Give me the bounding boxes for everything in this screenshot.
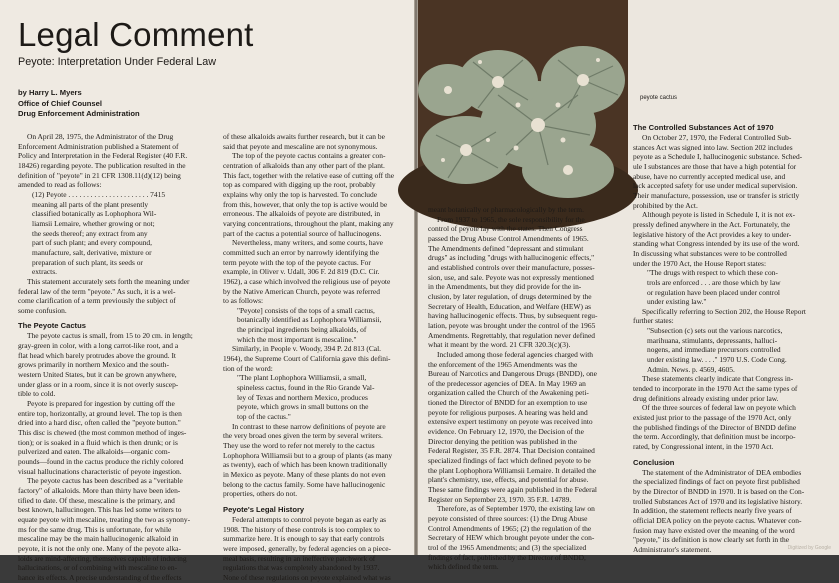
text-line: part of the cactus a potential source of hallucinogens. [223, 228, 382, 238]
paragraph [223, 151, 410, 238]
text-line: dried into a hard disc, often called the "peyote button." [18, 418, 181, 428]
text-line: come clarification of a term previously the subject of [18, 296, 176, 306]
block-quote [223, 306, 410, 345]
text-line: what it meant by the word. 21 CFR 320.3(c)(3). [428, 340, 571, 350]
text-line: under the 1970 Act, the House Report states: [633, 258, 767, 268]
text-line: equate peyote with mescaline, treating the two as synony- [18, 514, 191, 524]
text-line: grows primarily in northern Mexico and the south- [18, 360, 169, 370]
article-subtitle: Peyote: Interpretation Under Federal Law [18, 56, 217, 68]
section-heading: Conclusion [633, 457, 675, 467]
text-line: marihuana, stimulants, depressants, halluci- [647, 335, 778, 345]
text-line: plant's chemistry, use, effects, and potential for abuse. [428, 475, 589, 485]
text-line: from this, however, that only the top is active would be [223, 199, 388, 209]
section-heading: The Controlled Substances Act of 1970 [633, 123, 774, 132]
text-line: organization called the Church of the Awakening peti- [428, 388, 589, 398]
text-line: preparation of such plant, its seeds or [32, 257, 143, 267]
text-line: hallucinations, or of combining with mescaline to en- [18, 563, 178, 573]
text-line: the specialized findings of fact on peyote first published [633, 477, 800, 487]
text-line: explains why only the top is harvested. To conclude [223, 189, 378, 199]
text-line: loids are mind-affecting, themselves capable of inducing [18, 553, 187, 563]
text-line: prohibited by the Act. [633, 200, 698, 210]
text-line: peyote as a Schedule I, hallucinogenic substance. Sched- [633, 152, 803, 162]
text-line: were imposed, generally, by federal agencies on a piece- [223, 543, 392, 553]
text-line: tioned the Director of BNDD for an exemption to use [428, 398, 588, 408]
text-line: clusion, by later regulation, of drugs determined by the [428, 291, 592, 301]
section-heading: Peyote's Legal History [223, 504, 305, 514]
text-line: The peyote cactus is small, from 15 to 20 cm. in length; [27, 331, 193, 341]
text-line: fusion may have existed over the meaning of the word [633, 525, 795, 535]
text-line: peyote for religious purposes. A hearing was held and [428, 407, 588, 417]
paragraph [428, 504, 624, 572]
text-line: classified botanically as Lophophora Wil- [32, 209, 157, 219]
text-line: lation, peyote was brought under the control of the 1965 [428, 320, 596, 330]
text-line: 18426) regarding peyote. The publication resulted in the [18, 160, 186, 170]
column-2 [223, 132, 410, 583]
text-line: peyote consisted of three sources: (1) the Drug Abuse [428, 514, 588, 523]
text-line: On October 27, 1970, the Federal Controlled Sub- [642, 133, 792, 142]
text-line: in the Amendments, but they did provide for the in- [428, 282, 582, 292]
text-line: Bureau of Narcotics and Dangerous Drugs (BNDD), one [428, 369, 597, 379]
text-line: In contrast to these narrow definitions of peyote are [232, 421, 386, 431]
text-line: Federal attempts to control peyote began as early as [232, 514, 387, 524]
text-line: example, in Oliver v. Udall, 306 F. 2d 819 (D.C. Cir. [223, 267, 380, 277]
text-line: tified to date. Of these, mescaline is the primary, and [18, 495, 175, 505]
text-line: Although peyote is listed in Schedule I, it is not ex- [642, 210, 796, 220]
text-line: specialized findings of fact which defined peyote to be [428, 456, 591, 466]
text-line: Enforcement Administration published a Statement of [18, 141, 179, 151]
paragraph [18, 277, 214, 316]
text-line: Peyote is prepared for ingestion by cutting off the [27, 399, 175, 409]
text-line: Director denying the petition was published in the [428, 436, 577, 446]
text-line: erroneous. The alkaloids of peyote are distributed, in [223, 209, 381, 219]
text-line: the published findings of the Director of BNDD define [633, 422, 797, 432]
text-line: This statement accurately sets forth the meaning under [27, 276, 190, 286]
text-line: to as follows: [223, 296, 264, 306]
text-line: of the predecessor agencies of DEA. In May 1969 an [428, 378, 586, 388]
text-line: trols are enforced . . . are those which by law [647, 277, 781, 287]
text-line: extracts. [32, 267, 57, 277]
text-line: ley of Texas and northern Mexico, produces [237, 392, 368, 402]
text-line: Secretary of Health, Education, and Welfare (HEW) as [428, 301, 592, 311]
text-line: the very broad ones given the term by several writers. [223, 431, 383, 441]
text-line: varying concentrations, throughout the plant, making any [223, 218, 394, 228]
author-office: Office of Chief Counsel [18, 98, 102, 108]
text-line: findings of fact, published by the Director of BNDD, [428, 552, 586, 562]
text-line: nogens, and immediate precursors controlled [647, 345, 781, 355]
text-line: Policy and Interpretation in the Federal Register (40 F.R. [18, 151, 188, 161]
byline [18, 88, 218, 120]
text-line: In discussing what substances were to be controlled [633, 248, 787, 258]
text-line: tible to cold. [18, 389, 56, 399]
text-line: standing what Congress intended by its use of the word. [633, 239, 800, 249]
right-page [418, 0, 839, 572]
text-line: further states: [633, 316, 674, 326]
paragraph [18, 476, 214, 582]
text-line: From 1937 to 1965, the sole responsibility for the [437, 214, 585, 224]
text-line: regulations that was completely abandoned by 1937. [223, 563, 380, 573]
text-line: The peyote cactus has been described as a "veritable [27, 476, 183, 486]
text-line: "peyote," its definition is now clearly set forth in the [633, 535, 790, 545]
text-line: belong to the cactus family. Some have hallucinogenic [223, 479, 386, 489]
paragraph [18, 331, 214, 399]
text-line: The Amendments defined "depressant and stimulant [428, 243, 584, 253]
block-quote [223, 373, 410, 421]
text-line: Of the three sources of federal law on peyote which [642, 403, 796, 413]
text-line: legislative history of the Act provides a key to under- [633, 229, 792, 239]
text-line: tended to incorporate in the 1970 Act the same types of [633, 384, 798, 394]
text-line: the enforcement of the 1965 Amendments was the [428, 359, 578, 369]
text-line: visual hallucinations characteristic of peyote ingestion. [18, 466, 182, 476]
text-line: term peyote with the top of the peyote cactus. For [223, 257, 371, 267]
text-line: meal basis, resulting in an ineffective patchwork of [223, 553, 376, 563]
text-line: official DEA policy on the peyote cactus. Whatever con- [633, 515, 802, 525]
text-line: existed just prior to the passage of the 1970 Act, only [633, 413, 792, 423]
text-line: 1962), a case which involved the religious use of peyote [223, 276, 391, 286]
text-line: the plant Lophophora Williamsii Lemaire. It detailed the [428, 465, 597, 475]
paragraph [428, 350, 624, 505]
text-line: Similarly, in People v. Woody, 394 P. 2d 813 (Cal. [232, 344, 382, 354]
text-line: said that peyote and mescaline are not synonymous. [223, 141, 378, 151]
text-line: Administrator's statement. [633, 544, 712, 554]
author-agency: Drug Enforcement Administration [18, 109, 140, 119]
text-line: ms for the same drug. This is unfortunate, for while [18, 524, 172, 534]
text-line: by the Director of BNDD in 1970. It is based on the Con- [633, 486, 805, 496]
paragraph [223, 515, 410, 583]
text-line: pressly defined anywhere in the Act. Fortunately, the [633, 219, 791, 229]
peyote-cactus-photo [418, 0, 628, 203]
text-line: of these alkaloids awaits further research, but it can be [223, 132, 385, 141]
paragraph [633, 133, 829, 210]
text-line: best known, hallucinogen. This has led some writers to [18, 505, 182, 515]
column-3 [428, 205, 624, 572]
text-line: On April 28, 1975, the Administrator of the Drug [27, 132, 174, 141]
text-line: drug definitions already existing under prior law. [633, 393, 779, 403]
text-line: gray-green in color, with a long carrot-like root, and a [18, 341, 179, 351]
text-line: passed the Drug Abuse Control Amendments of 1965. [428, 233, 589, 243]
text-line: western United States, but it can be grown anywhere, [18, 370, 177, 380]
paragraph [428, 215, 624, 350]
paragraph [633, 374, 829, 403]
text-line: centration of alkaloids than any other part of the plant. [223, 160, 385, 170]
section-heading: The Peyote Cactus [18, 321, 86, 331]
paragraph [633, 307, 829, 326]
text-line: as twenty), each of which has been known traditionally [223, 460, 388, 470]
text-line: 1908. The history of these controls is too complex to [223, 524, 380, 534]
text-line: drugs" as including "drugs with hallucinogenic effects," [428, 253, 595, 263]
text-line: some confusion. [18, 305, 67, 315]
text-line: top of the cactus." [237, 412, 291, 422]
text-line: peyote, it is not the only one. Many of the peyote alka- [18, 543, 181, 553]
text-line: The statement of the Administrator of DEA embodies [642, 467, 802, 477]
text-line: which defined the term. [428, 562, 499, 572]
cactus-illustration [418, 0, 628, 203]
text-line: tion); or is soaked in a fluid which is then drunk; or is [18, 437, 178, 447]
text-line: Federal Register, 35 F.R. 2874. That Decision contained [428, 446, 595, 456]
paragraph [223, 132, 410, 151]
paragraph [18, 132, 214, 190]
definition-quote [18, 190, 214, 277]
text-line: properties, others do not. [223, 489, 298, 499]
text-line: amended to read as follows: [18, 180, 102, 190]
paragraph [428, 205, 624, 215]
column-1 [18, 132, 214, 583]
text-line: Admin. News. p. 4569, 4605. [647, 364, 735, 374]
text-line: extensive expert testimony on peyote was received into [428, 417, 593, 427]
text-line: Secretary of HEW which brought peyote under the con- [428, 533, 595, 543]
text-line: "The drugs with respect to which these con- [647, 268, 778, 278]
text-line: Specifically referring to Section 202, the House Report [642, 306, 806, 316]
text-line: Therefore, as of September 1970, the existing law on [437, 504, 595, 514]
text-line: (12) Peyote . . . . . . . . . . . . . . . . . . . . . . 7415 [32, 189, 166, 199]
text-line: "Peyote] consists of the tops of a small cactus, [237, 305, 375, 315]
text-line: flat head which barely protrudes above the ground. It [18, 350, 176, 360]
text-line: "The plant Lophophora Williamsii, a small, [237, 373, 367, 383]
text-line: by the Native American Church, peyote was referred [223, 286, 380, 296]
text-line: meaning all parts of the plant presently [32, 199, 149, 209]
text-line: control of peyote lay with the states. Then Congress [428, 224, 583, 234]
text-line: definition of "peyote" in 21 CFR 1308.11(d)(12) being [18, 170, 181, 180]
text-line: under existing law. . . ." 1970 U.S. Code Cong. [647, 355, 787, 365]
text-line: which the most important is mescaline." [237, 334, 357, 344]
text-line: Amendments. Regrettably, that regulation never defined [428, 330, 596, 340]
text-line: trol of the 1965 Amendments; and (3) the specialized [428, 542, 587, 552]
page-title: Legal Comment [18, 16, 254, 53]
text-line: lack accepted safety for use under medical supervision. [633, 181, 798, 191]
text-line: The top of the peyote cactus contains a greater con- [232, 151, 386, 161]
text-line: abuse, have no currently accepted medical use, and [633, 171, 786, 181]
text-line: meant botanically or pharmacologically by the term. [428, 205, 584, 214]
text-line: 1964), the Supreme Court of California gave this defini- [223, 354, 391, 364]
text-line: manufacture, salt, derivative, mixture or [32, 247, 152, 257]
text-line: top as compared with digging up the root, probably [223, 180, 376, 190]
text-line: tion of the word: [223, 363, 273, 373]
text-line: rated, by Congressional intent, in the 1970 Act. [633, 442, 774, 451]
text-line: They use the word to refer not merely to the cactus [223, 441, 375, 450]
text-line: mescaline may be the main hallucinogenic alkaloid in [18, 534, 179, 544]
text-line: Control Amendments of 1965; (2) the regulation of the [428, 523, 592, 533]
text-line: botanically identified as Lophophora Williamsii, [237, 315, 382, 325]
text-line: trolled Substances Act of 1970 and its legislative history. [633, 496, 803, 506]
text-line: ule I substances are those that have a high potential for [633, 161, 797, 171]
paragraph [633, 210, 829, 268]
text-line: peyote, which grows in small buttons on the [237, 402, 369, 412]
author-name: by Harry L. Myers [18, 88, 82, 97]
photo-caption: peyote cactus [640, 95, 678, 101]
text-line: federal law of the term "peyote." As such, it is a wel- [18, 286, 176, 296]
text-line: the seeds thereof; any extract from any [32, 228, 148, 238]
text-line: evidence. On February 12, 1970, the Decision of the [428, 427, 584, 437]
text-line: sion, use, and sale. Peyote was not expressly mentioned [428, 272, 594, 282]
left-page [0, 0, 414, 582]
text-line: the term. Accordingly, that definition must be incorpo- [633, 432, 796, 442]
block-quote [633, 268, 829, 307]
text-line: Register on September 23, 1970. 35 F.R. 14789. [428, 494, 572, 504]
text-line: pounds—found in the cactus produce the richly colored [18, 457, 184, 466]
text-line: stances Act was signed into law. Section 202 includes [633, 142, 793, 152]
paragraph [633, 468, 829, 555]
text-line: This fact, together with the relative ease of cutting off the [223, 170, 395, 180]
text-line: factory" of alkaloids. More than thirty have been iden- [18, 485, 181, 495]
text-line: in Mexico as peyote. Many of these plants do not even [223, 469, 386, 479]
text-line: under existing law." [647, 297, 707, 307]
text-line: These statements clearly indicate that Congress in- [642, 374, 794, 384]
column-4 [633, 122, 829, 555]
block-quote [633, 326, 829, 374]
text-line: None of these regulations on peyote explained what was [223, 572, 391, 582]
text-line: Lophophora Williamsii but to a group of plants (as many [223, 450, 393, 460]
text-line: Included among those federal agencies charged with [437, 349, 593, 359]
text-line: These same findings were again published in the Federal [428, 485, 597, 495]
paragraph [18, 399, 214, 476]
text-line: entire top, horizontally, at ground level. The top is then [18, 408, 182, 418]
text-line: hance its effects. A precise understanding of the effects [18, 572, 182, 582]
text-line: and established controls over their manufacture, posses- [428, 262, 595, 272]
text-line: pulverized and eaten. The alkaloids—organic com- [18, 447, 171, 457]
text-line: spineless cactus, found in the Rio Grande Val- [237, 383, 375, 393]
text-line: the principal ingredients being alkaloids, of [237, 325, 367, 335]
text-line: under glass or in a room, since it is not overly suscep- [18, 379, 179, 389]
watermark: Digitized by Google [787, 545, 831, 551]
text-line: "Subsection (c) sets out the various narcotics, [647, 326, 783, 336]
paragraph [223, 422, 410, 499]
text-line: part of such plant; and every compound, [32, 238, 152, 248]
paragraph [223, 344, 410, 373]
text-line: summarize here. It is enough to say that early controls [223, 534, 385, 544]
text-line: In addition, the statement reflects nearly five years of [633, 506, 792, 516]
text-line: committed such an error by narrowly identifying the [223, 247, 379, 257]
paragraph [223, 238, 410, 306]
text-line: This disc is chewed (the most common method of inges- [18, 428, 187, 438]
text-line: Nevertheless, many writers, and some courts, have [232, 238, 383, 248]
text-line: liamsii Lemaire, whether growing or not; [32, 218, 155, 228]
paragraph [633, 403, 829, 451]
text-line: having hallucinogenic effects. Thus, by subsequent regu- [428, 311, 598, 321]
text-line: Their manufacture, possession, use or transfer is strictly [633, 190, 800, 200]
text-line: or regulation have been placed under control [647, 287, 780, 297]
